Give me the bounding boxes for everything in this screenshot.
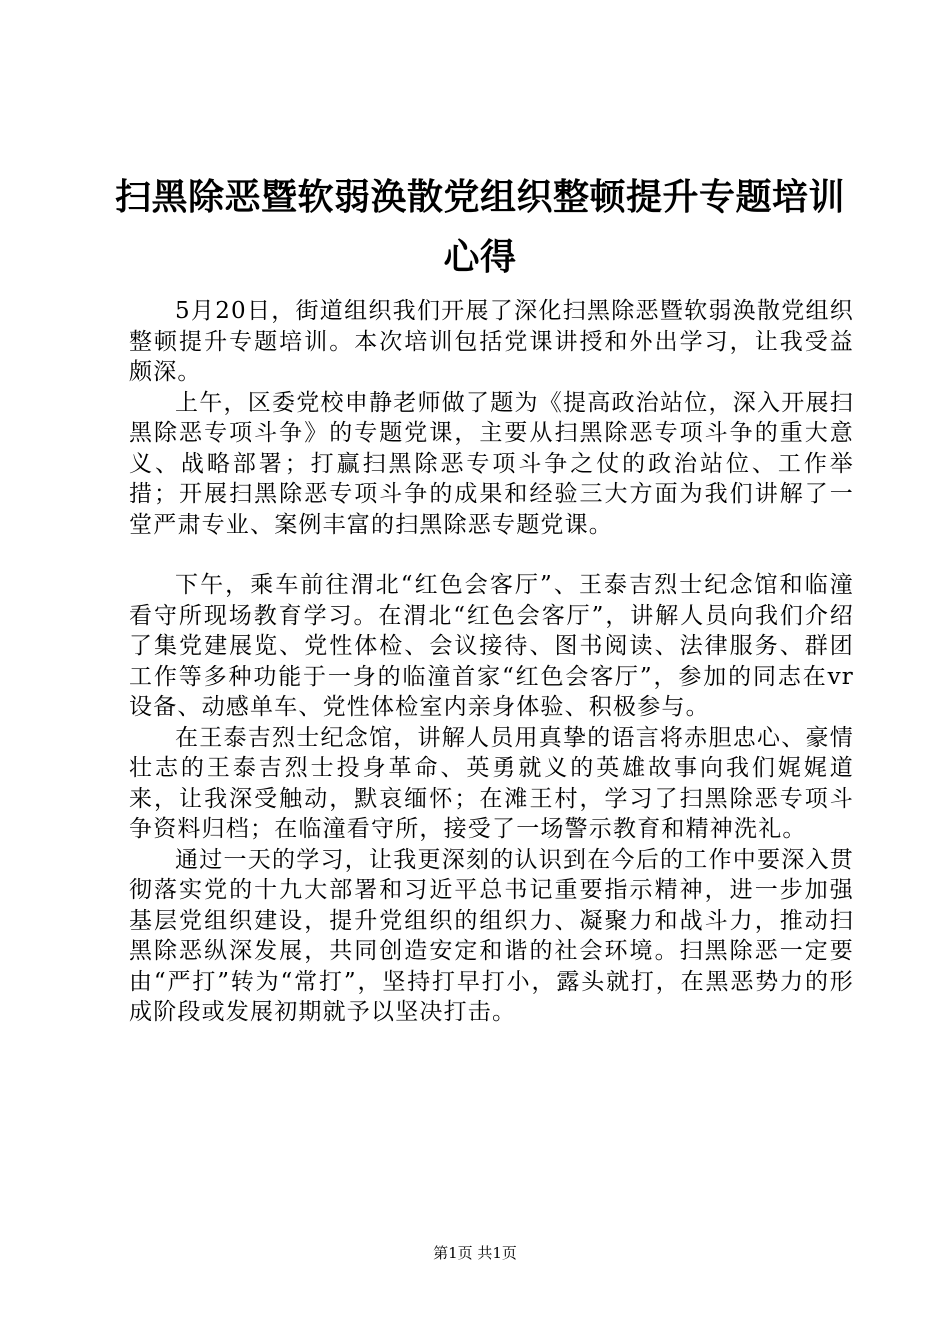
paragraph-intro: 5月20日，街道组织我们开展了深化扫黑除恶暨软弱涣散党组织整顿提升专题培训。本次培训包括党课讲授和外出学习，让我受益颇深。 xyxy=(129,298,854,385)
document-body xyxy=(129,296,854,1028)
paragraph-morning-lecture: 上午，区委党校申静老师做了题为《提高政治站位，深入开展扫黑除恶专项斗争》的专题党课，主要从扫黑除恶专项斗争的重大意义、战略部署；打赢扫黑除恶专项斗争之仗的政治站位、工作举措；开展扫黑除恶专项斗争的成果和经验三大方面为我们讲解了一堂严肃专业、案例丰富的扫黑除恶专题党课。 xyxy=(129,389,854,538)
page-footer: 第1页 共1页 xyxy=(433,1244,517,1262)
document-title: 扫黑除恶暨软弱涣散党组织整顿提升专题培训心得 xyxy=(114,177,845,278)
paragraph-conclusion: 通过一天的学习，让我更深刻的认识到在今后的工作中要深入贯彻落实党的十九大部署和习近平总书记重要指示精神，进一步加强基层党组织建设，提升党组织的组织力、凝聚力和战斗力，推动扫黑除恶纵深发展，共同创造安定和谐的社会环境。扫黑除恶一定要由“严打”转为“常打”，坚持打早打小，露头就打，在黑恶势力的形成阶段或发展初期就予以坚决打击。 xyxy=(129,846,854,1025)
paragraph-afternoon-visit: 下午，乘车前往渭北“红色会客厅”、王泰吉烈士纪念馆和临潼看守所现场教育学习。在渭北“红色会客厅”，讲解人员向我们介绍了集党建展览、党性体检、会议接待、图书阅读、法律服务、群团工作等多种功能于一身的临潼首家“红色会客厅”，参加的同志在vr设备、动感单车、党性体检室内亲身体验、积极参与。 xyxy=(129,572,854,720)
paragraph-memorial-hall: 在王泰吉烈士纪念馆，讲解人员用真挚的语言将赤胆忠心、豪情壮志的王泰吉烈士投身革命、英勇就义的英雄故事向我们娓娓道来，让我深受触动，默哀缅怀；在滩王村，学习了扫黑除恶专项斗争资料归档；在临潼看守所，接受了一场警示教育和精神洗礼。 xyxy=(129,724,854,842)
